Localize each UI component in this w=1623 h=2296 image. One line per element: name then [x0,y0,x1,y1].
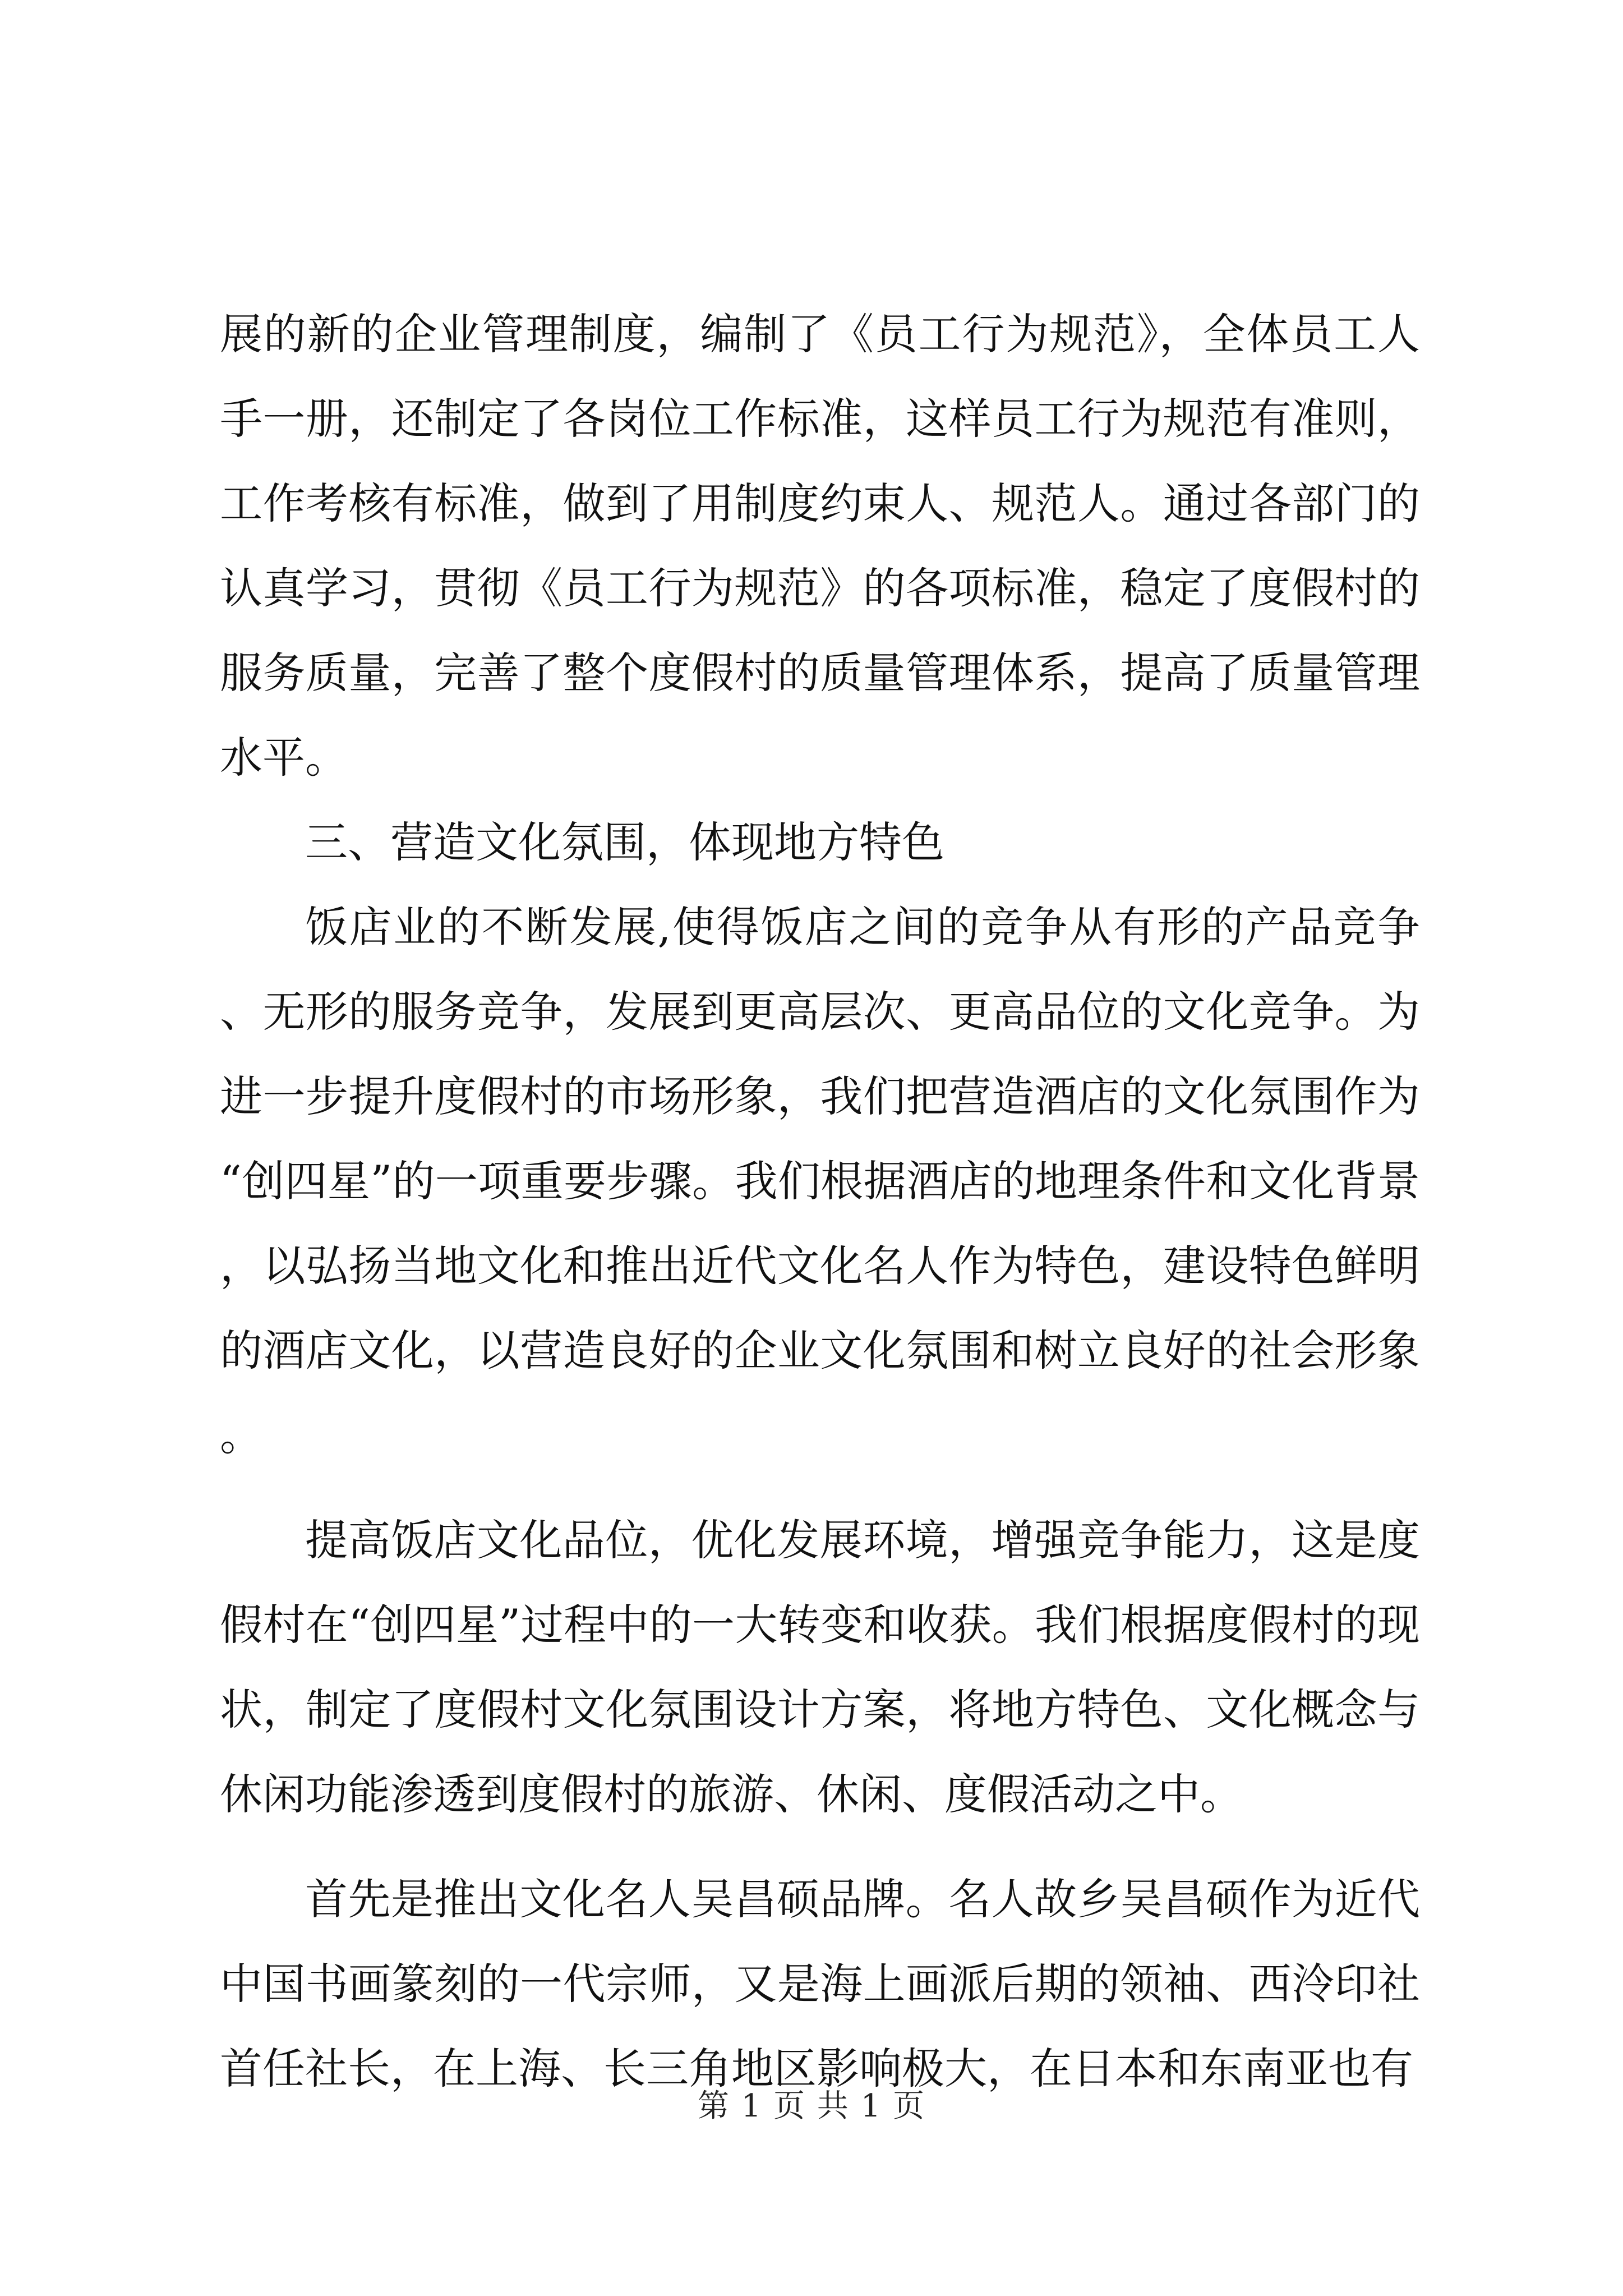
document-body [220,292,1420,2111]
page-number-footer: 第 1 页 共 1 页 [697,2088,926,2124]
paragraph-continuation: 展的新的企业管理制度，编制了《员工行为规范》，全体员工人手一册，还制定了各岗位工作标准，这样员工行为规范有准则，工作考核有标准，做到了用制度约束人、规范人。通过各部门的认真学习，贯彻《员工行为规范》的各项标准，稳定了度假村的服务质量，完善了整个度假村的质量管理体系，提高了质量管理水平。 [220,309,1420,783]
paragraph: 首先是推出文化名人吴昌硕品牌。名人故乡吴昌硕作为近代中国书画篆刻的一代宗师，又是海上画派后期的领袖、西泠印社首任社长，在上海、长三角地区影响极大，在日本和东南亚也有 [220,1874,1420,2093]
section-heading: 三、营造文化氛围，体现地方特色 [305,817,944,867]
paragraph: 饭店业的不断发展,使得饭店之间的竞争从有形的产品竞争、无形的服务竞争，发展到更高层次、更高品位的文化竞争。为进一步提升度假村的市场形象，我们把营造酒店的文化氛围作为“创四星”的一项重要步骤。我们根据酒店的地理条件和文化背景，以弘扬当地文化和推出近代文化名人作为特色，建设特色鲜明的酒店文化，以营造良好的企业文化氛围和树立良好的社会形象。 [220,902,1420,1460]
paragraph: 提高饭店文化品位，优化发展环境，增强竞争能力，这是度假村在“创四星”过程中的一大转变和收获。我们根据度假村的现状，制定了度假村文化氛围设计方案，将地方特色、文化概念与休闲功能渗透到度假村的旅游、休闲、度假活动之中。 [220,1515,1420,1819]
